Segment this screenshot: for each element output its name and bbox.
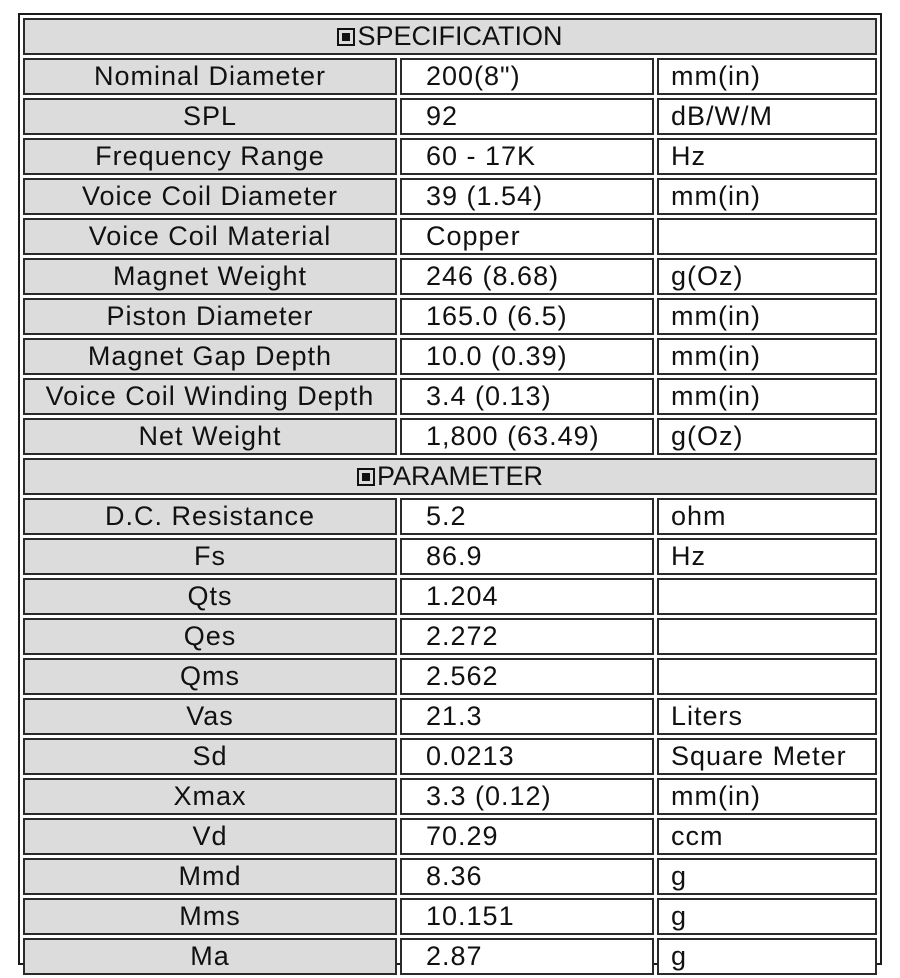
specification-label-cell: Voice Coil Winding Depth (23, 378, 397, 415)
parameter-label-cell: Vas (23, 698, 397, 735)
specification-row-frequency-range (23, 138, 877, 175)
parameter-unit-cell: Hz (657, 538, 877, 575)
specification-header-row (23, 18, 877, 55)
specification-value-cell: 10.0 (0.39) (400, 338, 654, 375)
parameter-value-cell: 70.29 (400, 818, 654, 855)
specification-row-nominal-diameter (23, 58, 877, 95)
parameter-label-cell: Qes (23, 618, 397, 655)
specification-label-cell: Magnet Gap Depth (23, 338, 397, 375)
parameter-value-cell: 10.151 (400, 898, 654, 935)
parameter-row-vas (23, 698, 877, 735)
square-bullet-icon (357, 468, 375, 486)
parameter-row-qts (23, 578, 877, 615)
parameter-label-cell: Qms (23, 658, 397, 695)
parameter-unit-cell: ohm (657, 498, 877, 535)
parameter-row-fs (23, 538, 877, 575)
specification-label-cell: Magnet Weight (23, 258, 397, 295)
parameter-row-d-c-resistance (23, 498, 877, 535)
parameter-unit-cell (657, 578, 877, 615)
parameter-value-cell: 5.2 (400, 498, 654, 535)
parameter-row-ma (23, 938, 877, 975)
parameter-row-qes (23, 618, 877, 655)
parameter-unit-cell: g (657, 898, 877, 935)
specification-label-cell: Nominal Diameter (23, 58, 397, 95)
spec-sheet (18, 13, 882, 971)
spec-table-body (23, 18, 877, 975)
parameter-value-cell: 0.0213 (400, 738, 654, 775)
specification-unit-cell: g(Oz) (657, 258, 877, 295)
specification-label-cell: Voice Coil Diameter (23, 178, 397, 215)
specification-unit-cell: dB/W/M (657, 98, 877, 135)
parameter-unit-cell: mm(in) (657, 778, 877, 815)
parameter-row-mms (23, 898, 877, 935)
parameter-label-cell: Qts (23, 578, 397, 615)
parameter-row-xmax (23, 778, 877, 815)
parameter-label-cell: Fs (23, 538, 397, 575)
parameter-unit-cell (657, 618, 877, 655)
parameter-row-qms (23, 658, 877, 695)
parameter-value-cell: 2.272 (400, 618, 654, 655)
parameter-label-cell: Xmax (23, 778, 397, 815)
parameter-value-cell: 2.562 (400, 658, 654, 695)
parameter-row-vd (23, 818, 877, 855)
parameter-value-cell: 2.87 (400, 938, 654, 975)
specification-label-cell: SPL (23, 98, 397, 135)
parameter-unit-cell (657, 658, 877, 695)
parameter-label-cell: D.C. Resistance (23, 498, 397, 535)
specification-label-cell: Net Weight (23, 418, 397, 455)
parameter-header-row (23, 458, 877, 495)
spec-table (20, 15, 880, 978)
parameter-unit-cell: ccm (657, 818, 877, 855)
parameter-value-cell: 86.9 (400, 538, 654, 575)
parameter-title: PARAMETER (376, 461, 544, 491)
specification-unit-cell: g(Oz) (657, 418, 877, 455)
square-bullet-icon (337, 28, 355, 46)
parameter-label-cell: Vd (23, 818, 397, 855)
specification-value-cell: 92 (400, 98, 654, 135)
parameter-unit-cell: Liters (657, 698, 877, 735)
parameter-value-cell: 3.3 (0.12) (400, 778, 654, 815)
specification-row-spl (23, 98, 877, 135)
parameter-value-cell: 8.36 (400, 858, 654, 895)
specification-label-cell: Voice Coil Material (23, 218, 397, 255)
parameter-unit-cell: Square Meter (657, 738, 877, 775)
specification-label-cell: Piston Diameter (23, 298, 397, 335)
specification-value-cell: Copper (400, 218, 654, 255)
parameter-header (23, 458, 877, 495)
specification-header (23, 18, 877, 55)
specification-unit-cell: Hz (657, 138, 877, 175)
specification-row-magnet-gap-depth (23, 338, 877, 375)
parameter-value-cell: 21.3 (400, 698, 654, 735)
parameter-unit-cell: g (657, 938, 877, 975)
specification-row-voice-coil-diameter (23, 178, 877, 215)
specification-unit-cell: mm(in) (657, 298, 877, 335)
specification-label-cell: Frequency Range (23, 138, 397, 175)
specification-unit-cell (657, 218, 877, 255)
specification-unit-cell: mm(in) (657, 58, 877, 95)
specification-row-voice-coil-material (23, 218, 877, 255)
specification-unit-cell: mm(in) (657, 378, 877, 415)
specification-unit-cell: mm(in) (657, 338, 877, 375)
specification-value-cell: 39 (1.54) (400, 178, 654, 215)
parameter-unit-cell: g (657, 858, 877, 895)
specification-row-voice-coil-winding-depth (23, 378, 877, 415)
parameter-row-mmd (23, 858, 877, 895)
specification-value-cell: 3.4 (0.13) (400, 378, 654, 415)
specification-value-cell: 200(8") (400, 58, 654, 95)
specification-unit-cell: mm(in) (657, 178, 877, 215)
specification-row-piston-diameter (23, 298, 877, 335)
specification-value-cell: 246 (8.68) (400, 258, 654, 295)
specification-value-cell: 1,800 (63.49) (400, 418, 654, 455)
specification-value-cell: 165.0 (6.5) (400, 298, 654, 335)
parameter-value-cell: 1.204 (400, 578, 654, 615)
specification-value-cell: 60 - 17K (400, 138, 654, 175)
parameter-label-cell: Mmd (23, 858, 397, 895)
parameter-label-cell: Mms (23, 898, 397, 935)
parameter-label-cell: Ma (23, 938, 397, 975)
parameter-row-sd (23, 738, 877, 775)
specification-row-net-weight (23, 418, 877, 455)
parameter-label-cell: Sd (23, 738, 397, 775)
specification-title: SPECIFICATION (357, 21, 563, 51)
specification-row-magnet-weight (23, 258, 877, 295)
